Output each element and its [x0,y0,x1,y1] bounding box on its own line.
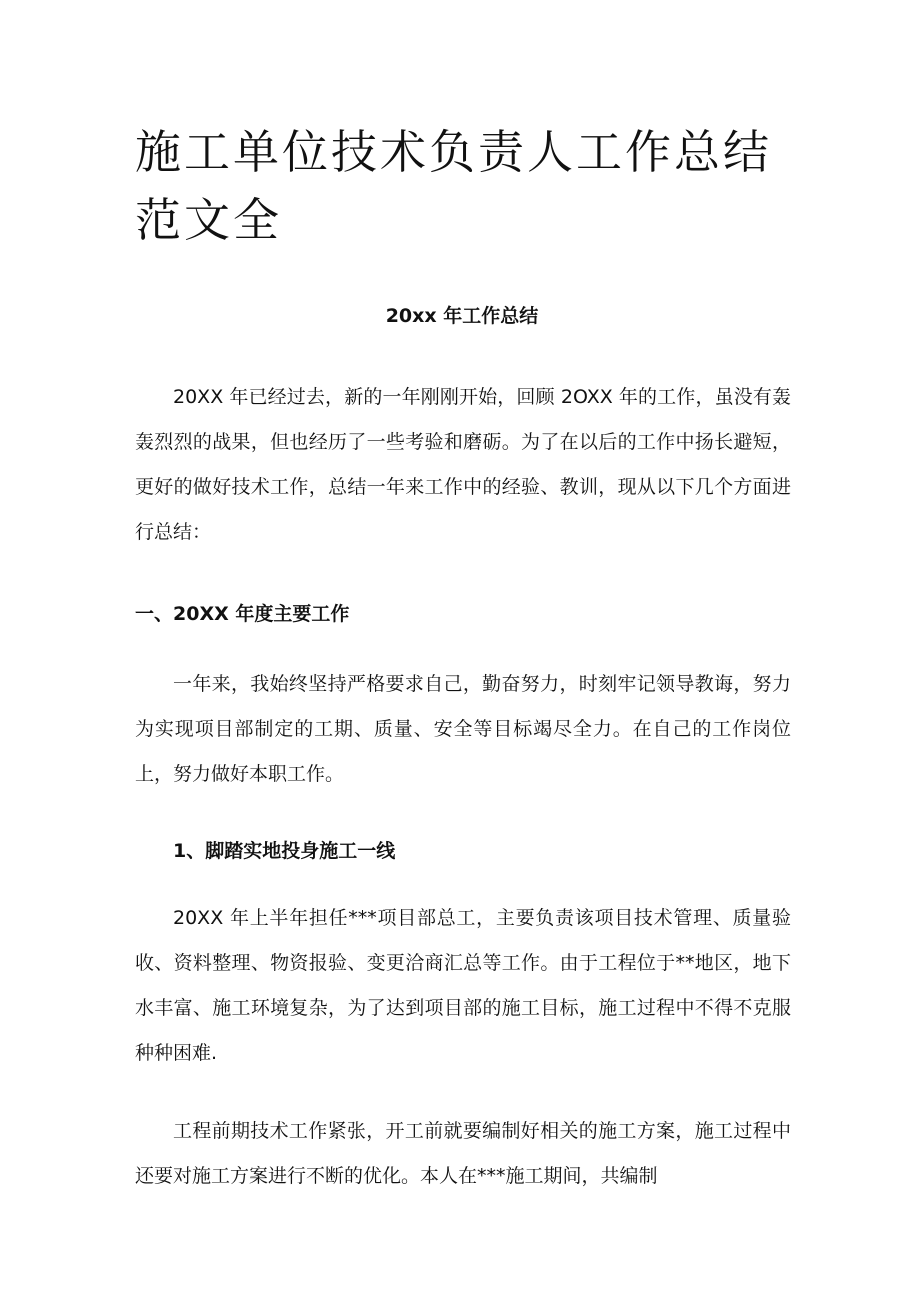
paragraph-early-work: 工程前期技术工作紧张，开工前就要编制好相关的施工方案，施工过程中还要对施工方案进行不断的优化。本人在***施工期间，共编制 [135,1120,791,1187]
subsection-heading: 1、脚踏实地投身施工一线 [173,840,396,862]
paragraph-project-role: 20XX 年上半年担任***项目部总工，主要负责该项目技术管理、质量验收、资料整理、物资报验、变更洽商汇总等工作。由于工程位于**地区，地下水丰富、施工环境复杂，为了达到项目部的施工目标，施工过程中不得不克服种种困难. [135,907,791,1064]
section-heading: 一、20XX 年度主要工作 [135,603,350,625]
document-subtitle: 20xx 年工作总结 [385,305,539,327]
document-title: 施工单位技术负责人工作总结范文全 [135,125,772,247]
paragraph-intro: 20XX 年已经过去，新的一年刚刚开始，回顾 2OXX 年的工作，虽没有轰轰烈烈的战果，但也经历了一些考验和磨砺。为了在以后的工作中扬长避短，更好的做好技术工作，总结一年来工作中的经验、教训，现从以下几个方面进行总结： [135,386,791,543]
paragraph-overview: 一年来，我始终坚持严格要求自己，勤奋努力，时刻牢记领导教诲，努力为实现项目部制定的工期、质量、安全等目标竭尽全力。在自己的工作岗位上，努力做好本职工作。 [135,673,791,785]
